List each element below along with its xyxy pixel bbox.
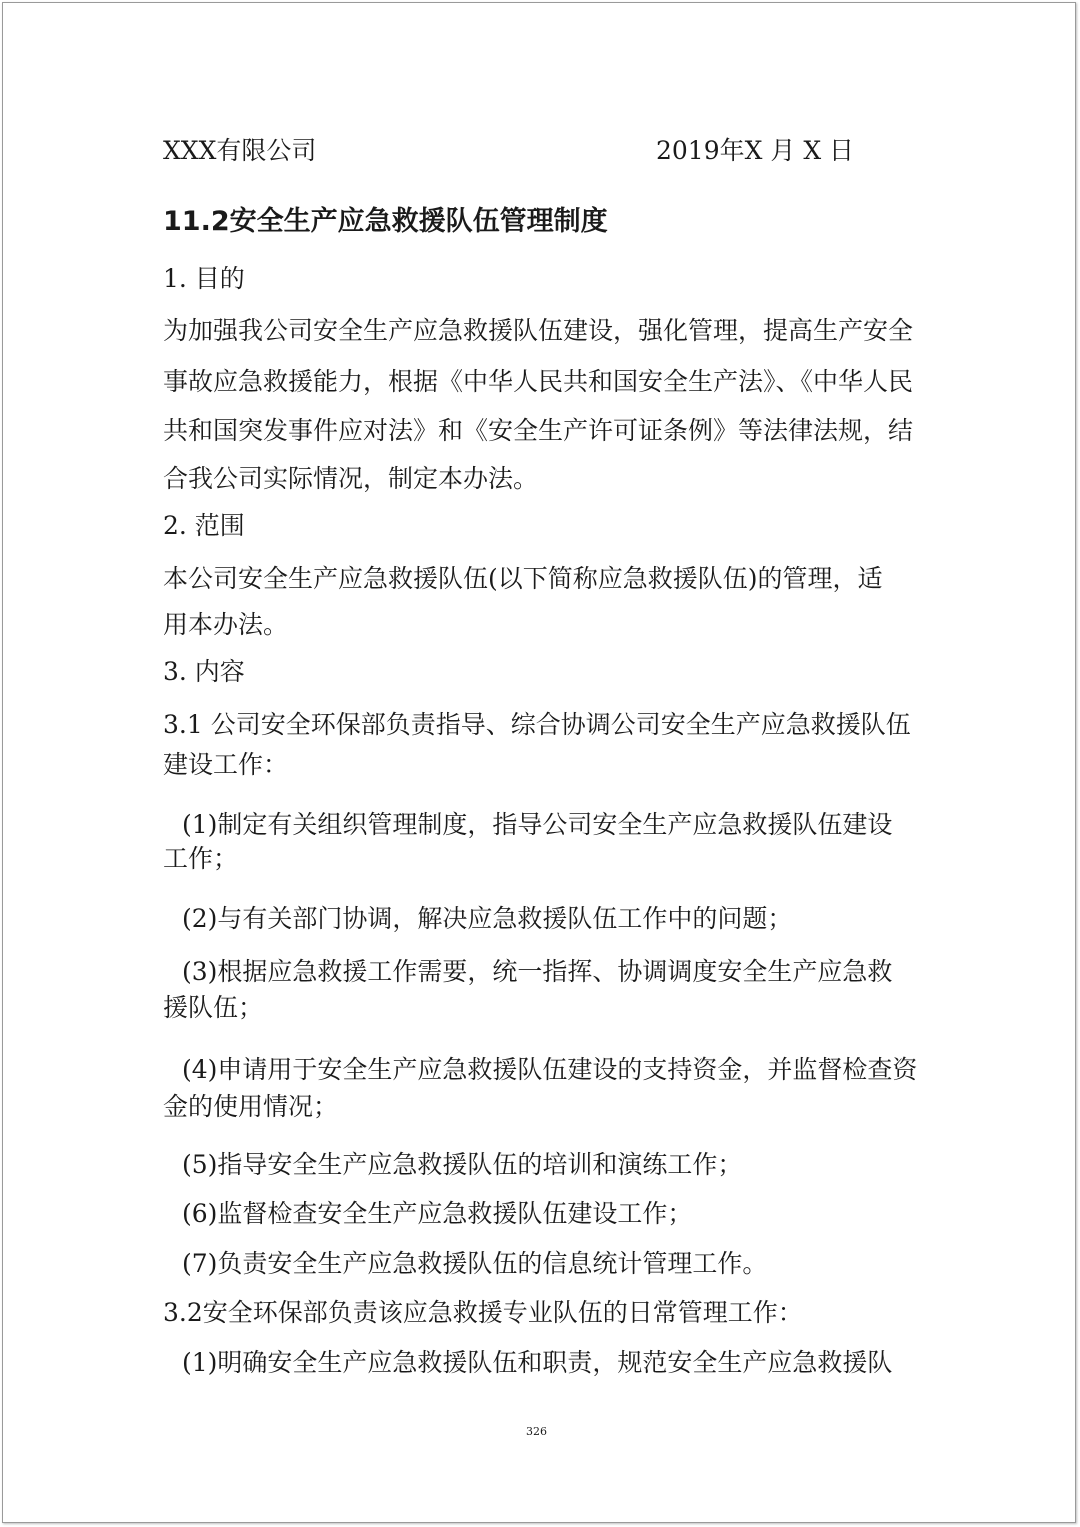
paragraph-line: 共和国突发事件应对法》和《安全生产许可证条例》等法律法规，结	[163, 416, 914, 445]
heading-purpose: 1. 目的	[163, 264, 245, 293]
list-item: (3)根据应急救援工作需要，统一指挥、协调调度安全生产应急救	[182, 957, 893, 986]
section-title: 11.2安全生产应急救援队伍管理制度	[163, 206, 608, 237]
list-item: (4)申请用于安全生产应急救援队伍建设的支持资金，并监督检查资	[182, 1055, 918, 1084]
paragraph-line: 为加强我公司安全生产应急救援队伍建设，强化管理，提高生产安全	[163, 316, 914, 345]
list-item: (7)负责安全生产应急救援队伍的信息统计管理工作。	[182, 1249, 768, 1278]
list-item: (5)指导安全生产应急救援队伍的培训和演练工作；	[182, 1150, 743, 1179]
list-item: (6)监督检查安全生产应急救援队伍建设工作；	[182, 1199, 693, 1228]
document-date: 2019年X 月 X 日	[656, 136, 855, 165]
paragraph-line: 本公司安全生产应急救援队伍(以下简称应急救援队伍)的管理，适	[163, 564, 883, 593]
company-name: XXX有限公司	[163, 136, 317, 165]
list-item: (1)明确安全生产应急救援队伍和职责，规范安全生产应急救援队	[182, 1348, 893, 1377]
paragraph-line: 3.1 公司安全环保部负责指导、综合协调公司安全生产应急救援队伍	[163, 710, 911, 739]
paragraph-line: 建设工作：	[163, 750, 289, 779]
paragraph-line: 3.2安全环保部负责该应急救援专业队伍的日常管理工作：	[163, 1298, 803, 1327]
list-item: (1)制定有关组织管理制度，指导公司安全生产应急救援队伍建设	[182, 810, 893, 839]
list-item-continuation: 援队伍；	[163, 993, 264, 1022]
paragraph-line: 合我公司实际情况，制定本办法。	[163, 464, 539, 493]
heading-scope: 2. 范围	[163, 511, 245, 540]
list-item-continuation: 金的使用情况；	[163, 1092, 339, 1121]
paragraph-line: 事故应急救援能力，根据《中华人民共和国安全生产法》、《中华人民	[163, 367, 914, 396]
heading-content: 3. 内容	[163, 657, 245, 686]
paragraph-line: 用本办法。	[163, 610, 289, 639]
list-item: (2)与有关部门协调，解决应急救援队伍工作中的问题；	[182, 904, 793, 933]
page-number: 326	[526, 1425, 547, 1438]
list-item-continuation: 工作；	[163, 844, 239, 873]
